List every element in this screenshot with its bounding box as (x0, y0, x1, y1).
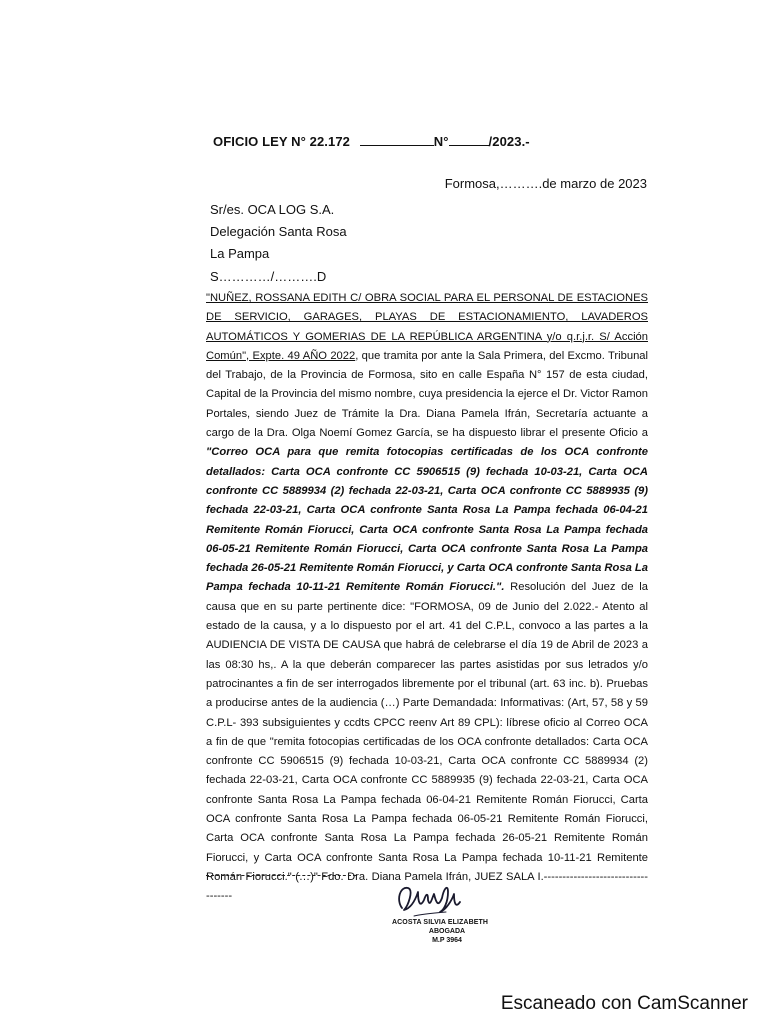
oficio-header (213, 134, 530, 149)
date-line: Formosa,……….de marzo de 2023 (444, 176, 647, 191)
addressee-line-4: S…………/……….D (210, 269, 327, 284)
addressee-line-2: Delegación Santa Rosa (210, 224, 347, 239)
addressee-line-1: Sr/es. OCA LOG S.A. (210, 202, 335, 217)
year-suffix: /2023.- (488, 134, 530, 149)
lawyer-stamp (392, 918, 502, 945)
addressee-line-3: La Pampa (210, 246, 270, 261)
scanner-watermark: Escaneado con CamScanner (500, 993, 748, 1014)
body-paragraph-1: , que tramita por ante la Sala Primera, del Excmo. Tribunal del Trabajo, de la Provincia de Formosa, sito en calle España N° 157 de esta ciudad, Capital de la Provincia del mismo nombre, cuya presidencia la ejerce el Dr. Victor Ramon Portales, siendo Juez de Trámite la Dra. Diana Pamela Ifrán, Secretaría actuante a cargo de la Dra. Olga Noemí Gomez García, se ha dispuesto librar el presente Oficio a (206, 349, 648, 440)
oficio-body (206, 289, 648, 907)
closing-dash-line (206, 875, 356, 876)
stamp-matricula: M.P 3964 (432, 937, 462, 944)
oficio-number-blank (360, 135, 434, 146)
numero-label: N° (433, 134, 449, 149)
case-caption: "NUÑEZ, ROSSANA EDITH C/ OBRA SOCIAL PARA EL PERSONAL DE ESTACIONES DE SERVICIO, GARAGES, PLAYAS DE ESTACIONAMIENTO, LAVADEROS AUTOMÁTICOS Y GOMERIAS DE LA REPÚBLICA ARGENTINA y/o q.r.j.r. S/ Acción Común", Expte. 49 AÑO 2022 (206, 292, 648, 362)
stamp-title: ABOGADA (428, 928, 466, 935)
numero-blank (449, 135, 489, 146)
body-paragraph-2: Resolución del Juez de la causa que en su parte pertinente dice: "FORMOSA, 09 de Junio del 2.022.- Atento al estado de la causa, y a lo dispuesto por el art. 41 del C.P.L, convoco a las partes a la AUDIENCIA DE VISTA DE CAUSA que habrá de celebrarse el día 19 de Abril de 2023 a las 08:30 hs,. A la que deberán comparecer las partes asistidas por sus letrados y/o patrocinantes a fin de ser interrogados libremente por el tribunal (art. 63 inc. b). Pruebas a producirse antes de la audiencia (…) Parte Demandada: Informativas: (Art, 57, 58 y 59 C.P.L- 393 subsiguientes y ccdts CPCC reenv Art 89 CPL): líbrese oficio al Correo OCA a fin de que "remita fotocopias certificadas de los OCA confronte detallados: Carta OCA confronte CC 5906515 (9) fechada 10-03-21, Carta OCA confronte CC 5889934 (2) fechada 22-03-21, Carta OCA confronte CC 5889935 (9) fechada 22-03-21, Carta OCA confronte Santa Rosa La Pampa fechada 06-04-21 Remitente Román Fiorucci, Carta OCA confronte Santa Rosa La Pampa fechada 06-05-21 Remitente Román Fiorucci, Carta OCA confronte Santa Rosa La Pampa fechada 26-05-21 Remitente Román Fiorucci, y Carta OCA confronte Santa Rosa La Pampa fechada 10-11-21 Remitente Román Fiorucci." (…)" Fdo. Dra. Diana Pamela Ifrán, JUEZ SALA I.----------------------------------- (206, 581, 648, 903)
body-emphasis: "Correo OCA para que remita fotocopias certificadas de los OCA confronte detallados: Carta OCA confronte CC 5906515 (9) fechada 10-03-21, Carta OCA confronte CC 5889934 (2) fechada 22-03-21, Carta OCA confronte CC 5889935 (9) fechada 22-03-21, Carta OCA confronte Santa Rosa La Pampa fechada 06-04-21 Remitente Román Fiorucci, Carta OCA confronte Santa Rosa La Pampa fechada 06-05-21 Remitente Román Fiorucci, Carta OCA confronte Santa Rosa La Pampa fechada 26-05-21 Remitente Román Fiorucci, y Carta OCA confronte Santa Rosa La Pampa fechada 10-11-21 Remitente Román Fiorucci.". (206, 446, 648, 594)
oficio-label: OFICIO LEY N° 22.172 (213, 134, 351, 149)
stamp-name: ACOSTA SILVIA ELIZABETH (392, 919, 489, 926)
